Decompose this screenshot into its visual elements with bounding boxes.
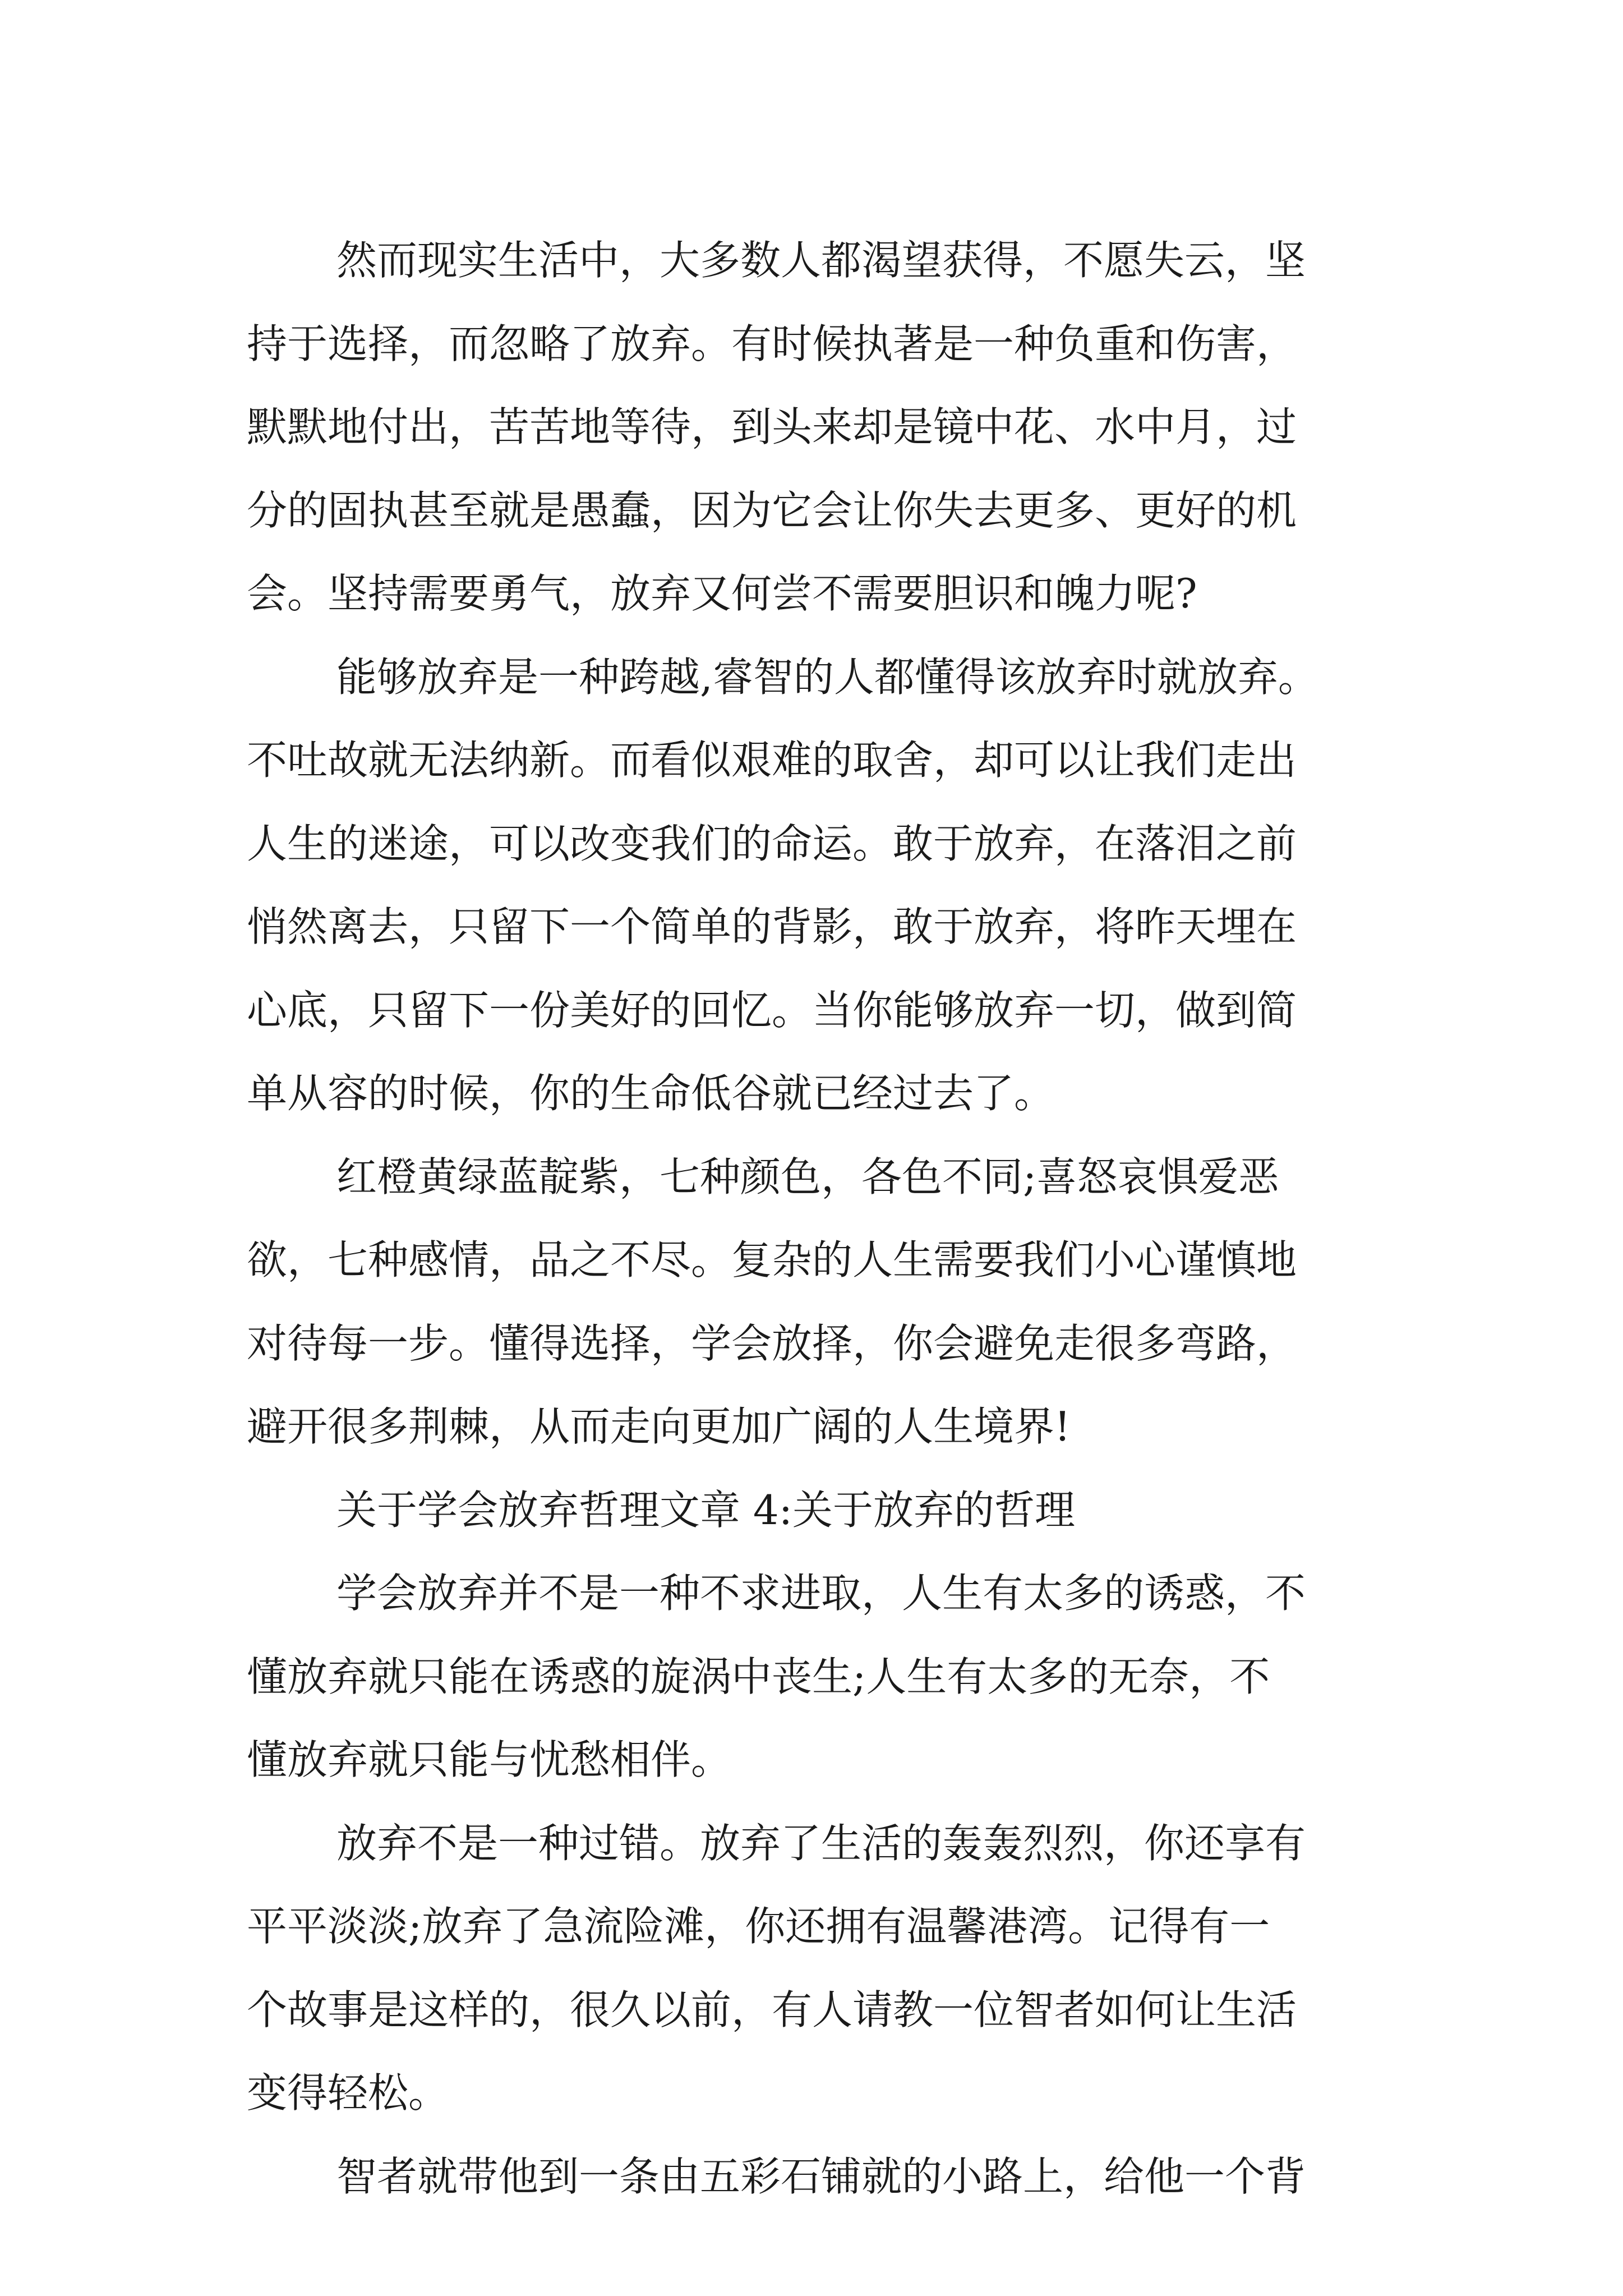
paragraph-first-line: 放弃不是一种过错。放弃了生活的轰轰烈烈，你还享有 [336,1819,1306,1867]
paragraph-first-line: 能够放弃是一种跨越,睿智的人都懂得该放弃时就放弃。 [336,653,1318,701]
text-line: 会。坚持需要勇气，放弃又何尝不需要胆识和魄力呢? [247,570,1197,617]
text-line: 平平淡淡;放弃了急流险滩，你还拥有温馨港湾。记得有一 [247,1903,1270,1950]
paragraph-first-line: 关于学会放弃哲理文章 4:关于放弃的哲理 [336,1486,1075,1534]
text-line: 懂放弃就只能与忧愁相伴。 [247,1736,732,1783]
text-line: 个故事是这样的，很久以前，有人请教一位智者如何让生活 [247,1986,1297,2033]
text-line: 变得轻松。 [247,2069,449,2116]
text-line: 人生的迷途，可以改变我们的命运。敢于放弃，在落泪之前 [247,820,1297,867]
body-text [247,219,1380,2218]
text-line: 懂放弃就只能在诱惑的旋涡中丧生;人生有太多的无奈，不 [247,1653,1270,1700]
text-line: 悄然离去，只留下一个简单的背影，敢于放弃，将昨天埋在 [247,903,1297,950]
paragraph-first-line: 红橙黄绿蓝靛紫，七种颜色，各色不同;喜怒哀惧爱恶 [336,1153,1279,1200]
paragraph-first-line: 然而现实生活中，大多数人都渴望获得，不愿失云，坚 [336,237,1306,284]
text-line: 对待每一步。懂得选择，学会放择，你会避免走很多弯路， [247,1319,1297,1367]
text-line: 不吐故就无法纳新。而看似艰难的取舍，却可以让我们走出 [247,737,1297,784]
paragraph-first-line: 学会放弃并不是一种不求进取，人生有太多的诱惑，不 [336,1570,1306,1617]
text-line: 默默地付出，苦苦地等待，到头来却是镜中花、水中月，过 [247,403,1297,450]
text-line: 持于选择，而忽略了放弃。有时候执著是一种负重和伤害， [247,320,1297,367]
text-line: 避开很多荆棘，从而走向更加广阔的人生境界! [247,1403,1071,1450]
text-line: 单从容的时候，你的生命低谷就已经过去了。 [247,1070,1055,1117]
text-line: 心底，只留下一份美好的回忆。当你能够放弃一切，做到简 [247,986,1297,1034]
text-line: 欲，七种感情，品之不尽。复杂的人生需要我们小心谨慎地 [247,1236,1297,1283]
text-line: 分的固执甚至就是愚蠢，因为它会让你失去更多、更好的机 [247,486,1297,534]
paragraph-first-line: 智者就带他到一条由五彩石铺就的小路上，给他一个背 [336,2152,1306,2200]
